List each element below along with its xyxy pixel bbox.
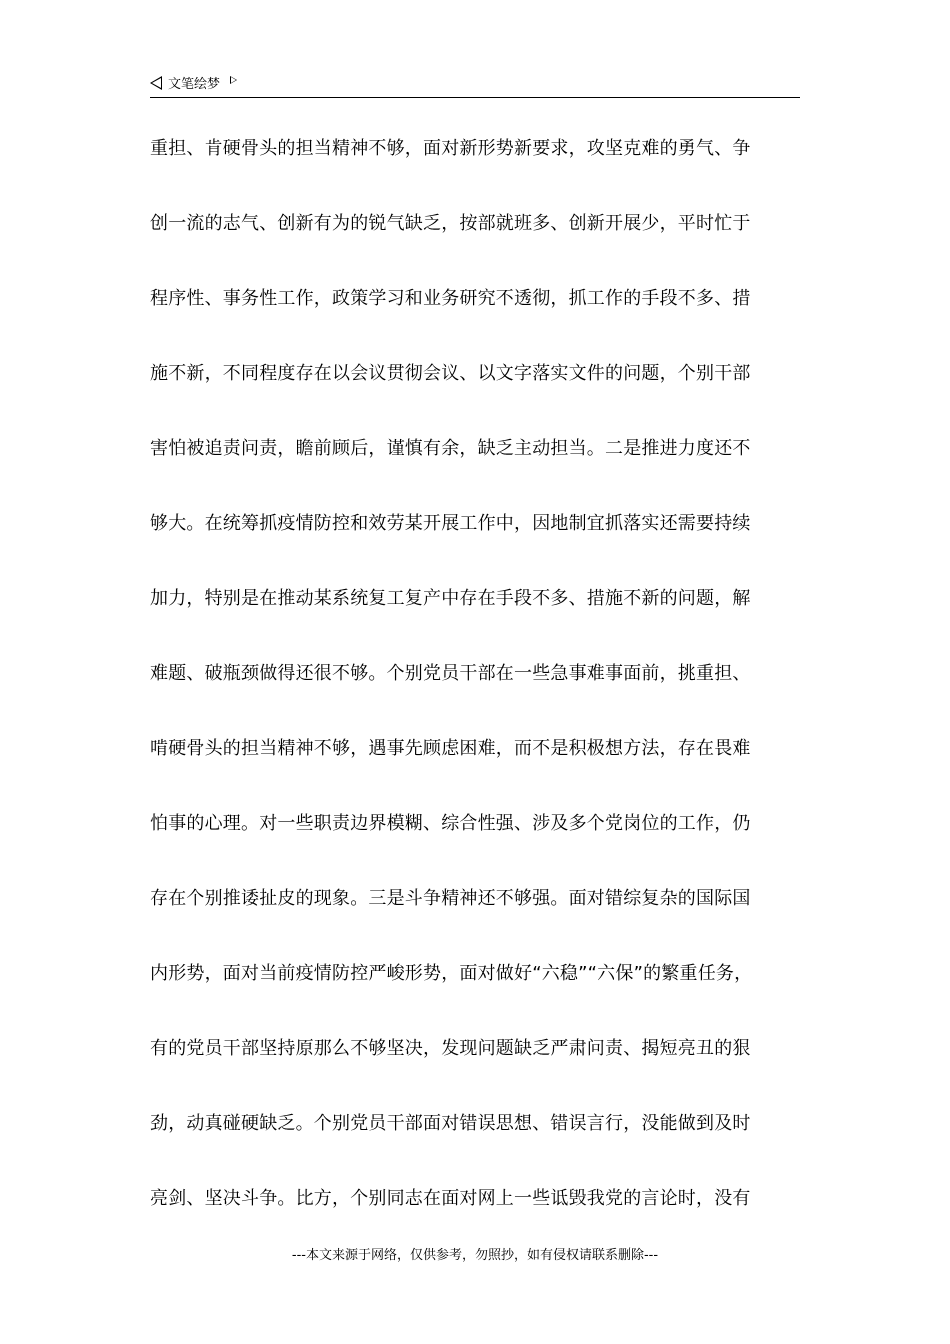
triangle-left-icon <box>150 76 162 90</box>
body-line: 有的党员干部坚持原那么不够坚决，发现问题缺乏严肃问责、揭短亮丑的狠 <box>150 1038 751 1059</box>
header-divider <box>150 97 800 98</box>
body-line: 害怕被追责问责，瞻前顾后，谨慎有余，缺乏主动担当。二是推进力度还不 <box>150 438 751 459</box>
body-line: 程序性、事务性工作，政策学习和业务研究不透彻，抓工作的手段不多、措 <box>150 288 751 309</box>
body-line: 加力，特别是在推动某系统复工复产中存在手段不多、措施不新的问题，解 <box>150 588 751 609</box>
body-line: 亮剑、坚决斗争。比方，个别同志在面对网上一些诋毁我党的言论时，没有 <box>150 1188 751 1209</box>
body-line: 重担、肯硬骨头的担当精神不够，面对新形势新要求，攻坚克难的勇气、争 <box>150 138 751 159</box>
body-line: 够大。在统筹抓疫情防控和效劳某开展工作中，因地制宜抓落实还需要持续 <box>150 513 751 534</box>
body-line: 内形势，面对当前疫情防控严峻形势，面对做好“六稳”“六保”的繁重任务， <box>150 963 753 984</box>
body-line: 啃硬骨头的担当精神不够，遇事先顾虑困难，而不是积极想方法，存在畏难 <box>150 738 751 759</box>
footer-disclaimer: ---本文来源于网络，仅供参考，勿照抄，如有侵权请联系删除--- <box>291 1248 659 1263</box>
header-title: 文笔绘梦 <box>168 77 221 92</box>
document-header <box>150 73 800 97</box>
document-body <box>150 132 800 1257</box>
body-line: 难题、破瓶颈做得还很不够。个别党员干部在一些急事难事面前，挑重担、 <box>150 663 751 684</box>
body-line: 创一流的志气、创新有为的锐气缺乏，按部就班多、创新开展少，平时忙于 <box>150 213 751 234</box>
body-line: 施不新，不同程度存在以会议贯彻会议、以文字落实文件的问题，个别干部 <box>150 363 751 384</box>
body-line: 存在个别推诿扯皮的现象。三是斗争精神还不够强。面对错综复杂的国际国 <box>150 888 751 909</box>
triangle-right-icon <box>230 76 237 84</box>
body-line: 怕事的心理。对一些职责边界模糊、综合性强、涉及多个党岗位的工作，仍 <box>150 813 751 834</box>
body-line: 劲，动真碰硬缺乏。个别党员干部面对错误思想、错误言行，没能做到及时 <box>150 1113 751 1134</box>
